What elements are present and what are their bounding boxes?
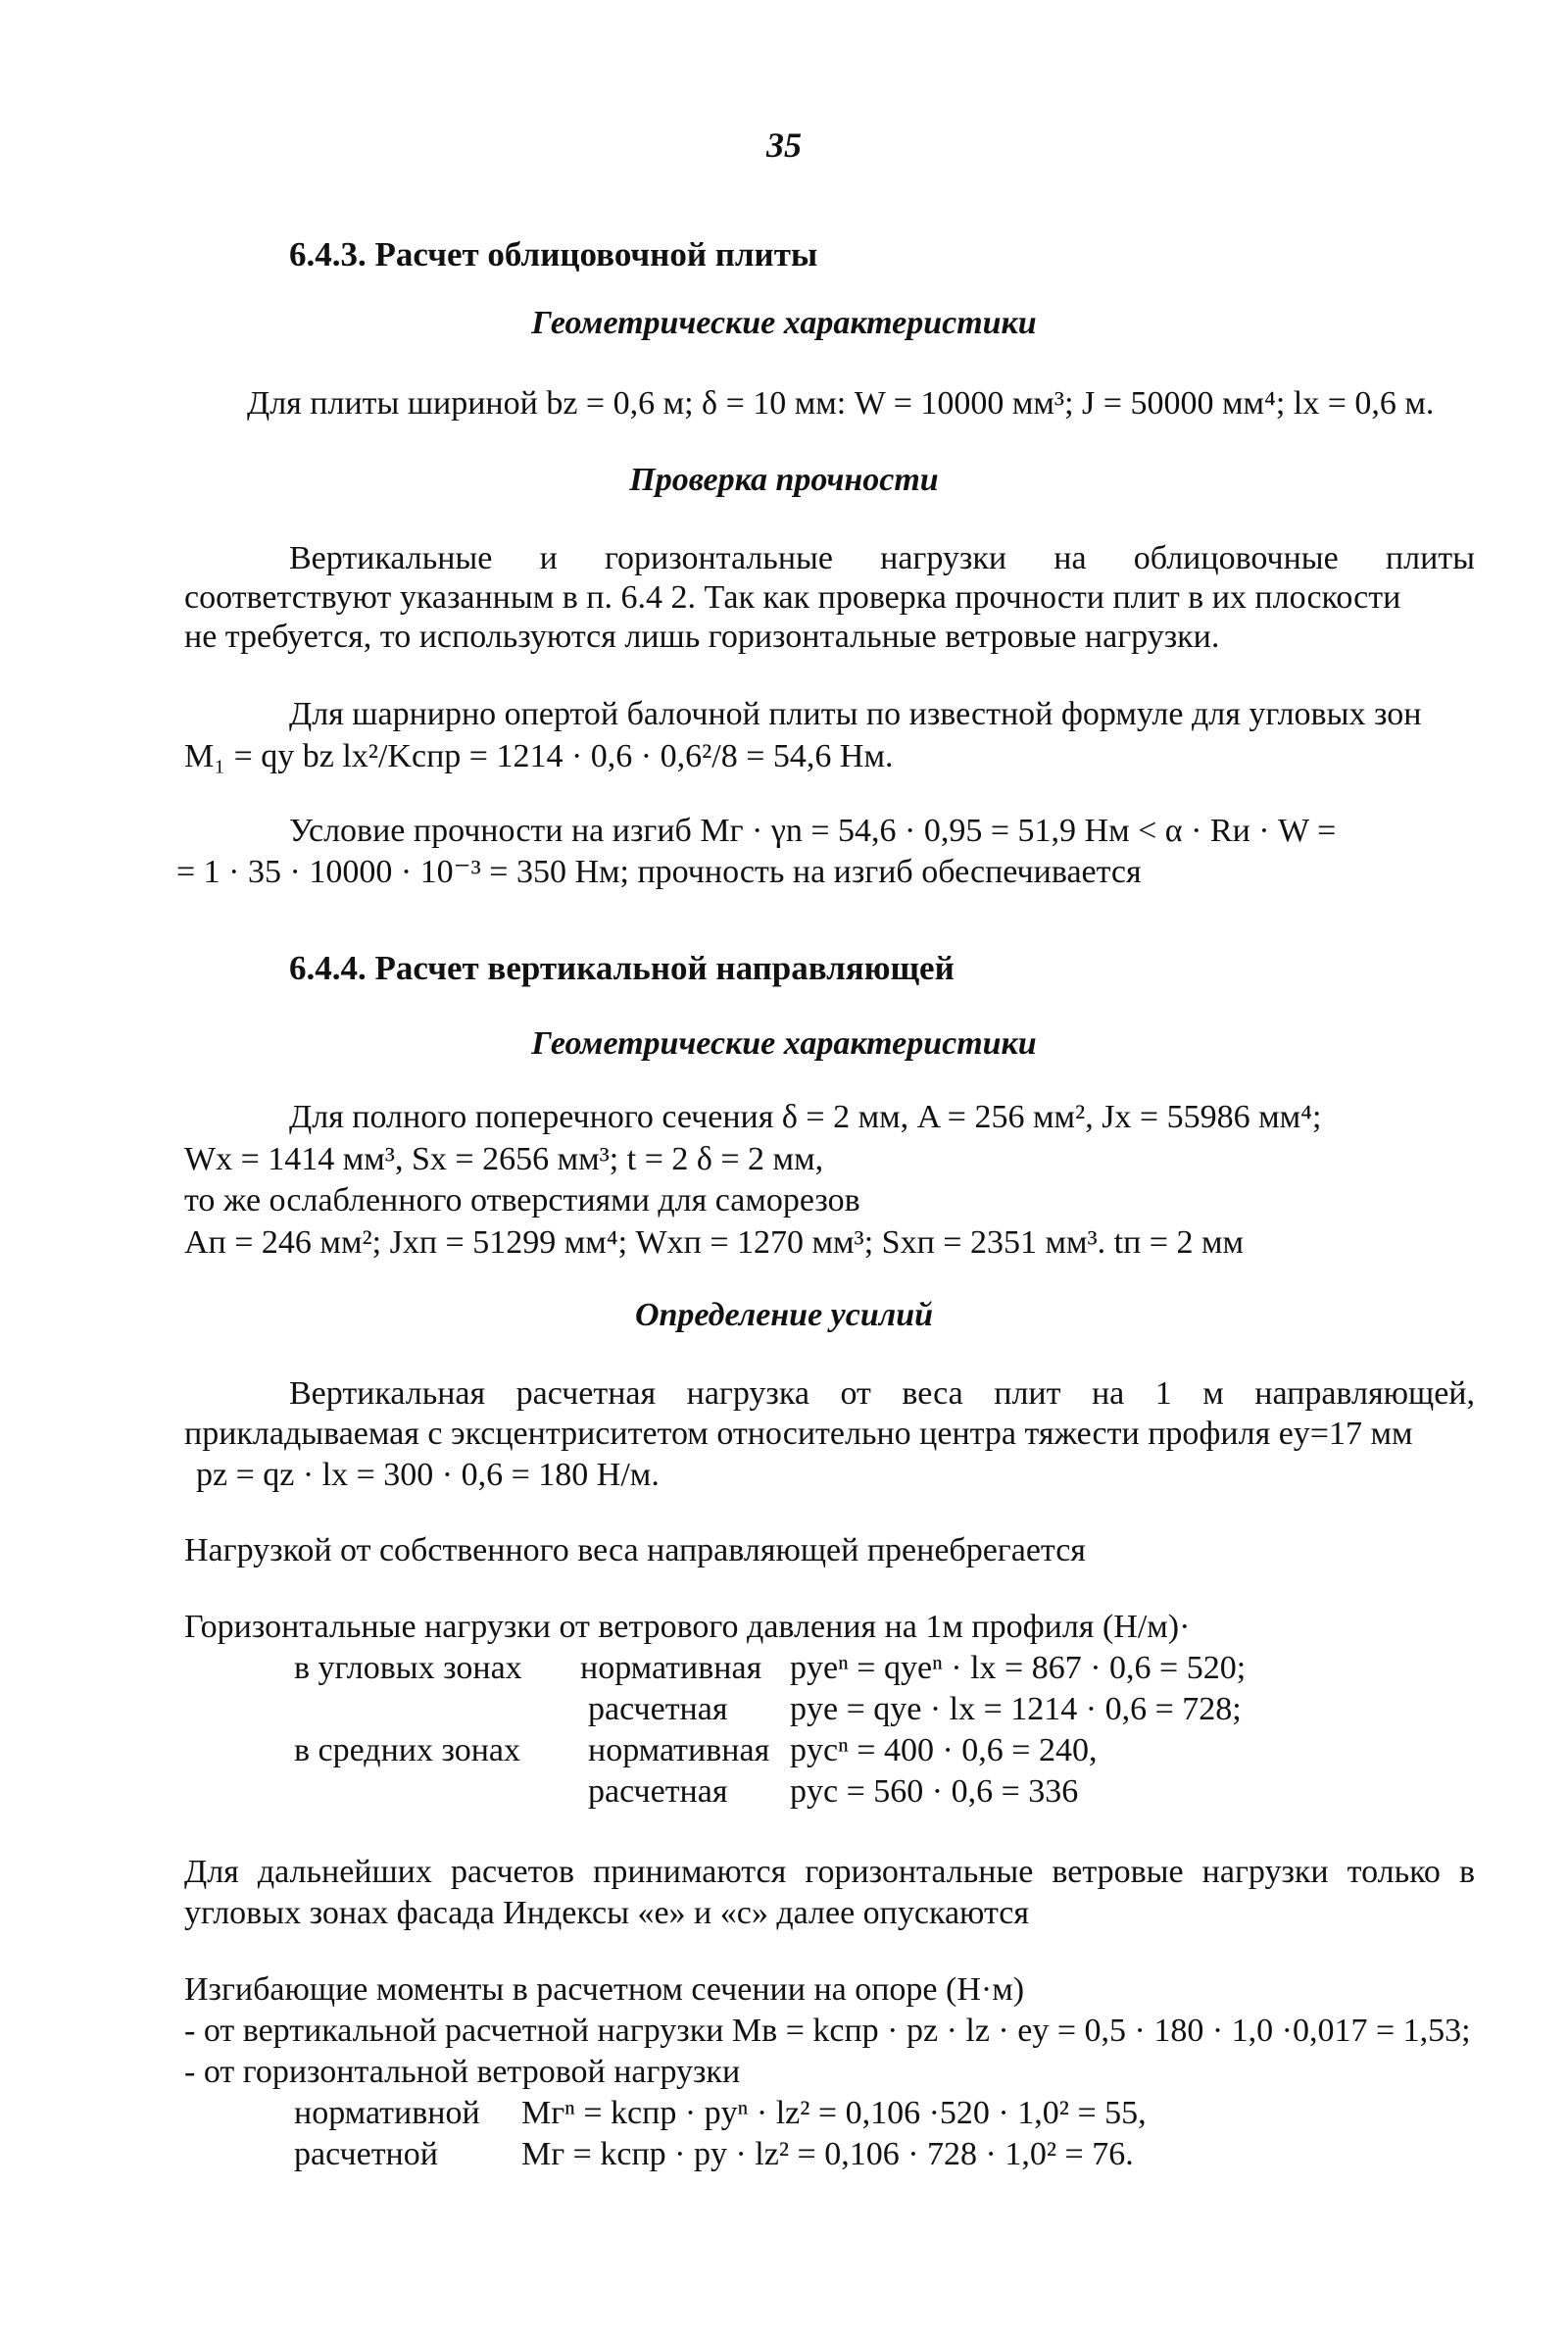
section-heading-6-4-4: 6.4.4. Расчет вертикальной направляющей [289, 949, 955, 987]
wind-load-type: расчетная [588, 1773, 728, 1810]
subheading-geometric-characteristics: Геометрические характеристики [531, 1025, 1037, 1062]
moment-label: нормативной [294, 2095, 480, 2131]
subheading-strength-check: Проверка прочности [629, 462, 939, 498]
subheading-forces: Определение усилий [634, 1297, 934, 1333]
paragraph-line: не требуется, то используются лишь горизонтальные ветровые нагрузки. [184, 619, 1220, 655]
wind-load-formula: pye = qye · lx = 1214 · 0,6 = 728; [790, 1691, 1242, 1727]
wind-load-type: нормативная [580, 1650, 762, 1686]
moment-label: расчетной [294, 2136, 438, 2172]
wind-load-formula: pyc = 560 · 0,6 = 336 [790, 1773, 1079, 1810]
wind-load-type: расчетная [588, 1691, 728, 1727]
page-number: 35 [766, 125, 802, 165]
moment-formula: Mгⁿ = kспр · pyⁿ · lz² = 0,106 ·520 · 1,0² = 55, [521, 2095, 1147, 2131]
section-geometry-line: Wx = 1414 мм³, Sx = 2656 мм³; t = 2 δ = 2 мм, [184, 1141, 824, 1177]
wind-zone-label: в средних зонах [294, 1732, 520, 1768]
moment-formula: Mг = kспр · py · lz² = 0,106 · 728 · 1,0² = 76. [521, 2136, 1134, 2172]
paragraph-line: Вертикальная расчетная нагрузка от веса плит на 1 м направляющей, [289, 1375, 1475, 1412]
wind-load-type: нормативная [588, 1732, 770, 1768]
paragraph-line: Для дальнейших расчетов принимаются горизонтальные ветровые нагрузки только в [184, 1854, 1475, 1890]
paragraph-line: прикладываемая с эксцентриситетом относительно центра тяжести профиля ey=17 мм [184, 1416, 1413, 1452]
paragraph-line: угловых зонах фасада Индексы «е» и «с» далее опускаются [184, 1895, 1030, 1931]
section-geometry-line: Aп = 246 мм²; Jxп = 51299 мм⁴; Wxп = 1270 мм³; Sxп = 2351 мм³. tп = 2 мм [184, 1224, 1245, 1261]
plate-geometry-line: Для плиты шириной bz = 0,6 м; δ = 10 мм: W = 10000 мм³; J = 50000 мм⁴; lx = 0,6 м. [247, 385, 1435, 422]
wind-load-formula: pycⁿ = 400 · 0,6 = 240, [790, 1732, 1098, 1768]
wind-load-formula: pyeⁿ = qyeⁿ · lx = 867 · 0,6 = 520; [790, 1650, 1247, 1686]
paragraph-line: Для шарнирно опертой балочной плиты по известной формуле для угловых зон [289, 696, 1422, 732]
paragraph-line: соответствуют указанным в п. 6.4 2. Так как проверка прочности плит в их плоскости [184, 579, 1401, 616]
paragraph-line: Нагрузкой от собственного веса направляющей пренебрегается [184, 1532, 1086, 1568]
strength-condition-line: = 1 · 35 · 10000 · 10⁻³ = 350 Нм; прочность на изгиб обеспечивается [176, 854, 1142, 890]
section-geometry-line: Для полного поперечного сечения δ = 2 мм, A = 256 мм², Jx = 55986 мм⁴; [289, 1099, 1322, 1135]
moments-title: Изгибающие моменты в расчетном сечении на опоре (Н·м) [184, 1971, 1025, 2008]
wind-zone-label: в угловых зонах [294, 1650, 522, 1686]
section-heading-6-4-3: 6.4.3. Расчет облицовочной плиты [289, 235, 818, 274]
moment-vertical-line: - от вертикальной расчетной нагрузки Mв = kспр · pz · lz · ey = 0,5 · 180 · 1,0 ·0,017 = 1,53; [184, 2013, 1471, 2049]
paragraph-line: Вертикальные и горизонтальные нагрузки на облицовочные плиты [289, 540, 1475, 576]
moment-horizontal-line: - от горизонтальной ветровой нагрузки [184, 2054, 741, 2090]
wind-loads-title: Горизонтальные нагрузки от ветрового давления на 1м профиля (Н/м)· [184, 1609, 1191, 1645]
formula-vertical-load: pz = qz · lx = 300 · 0,6 = 180 Н/м. [196, 1457, 660, 1493]
section-geometry-line: то же ослабленного отверстиями для саморезов [184, 1182, 860, 1219]
formula-moment: M₁ = qy bz lx²/Kспр = 1214 · 0,6 · 0,6²/8 = 54,6 Нм. [184, 738, 894, 774]
strength-condition-line: Условие прочности на изгиб Mг · γn = 54,6 · 0,95 = 51,9 Нм < α · Rи · W = [289, 813, 1337, 849]
subheading-geometric-characteristics: Геометрические характеристики [531, 305, 1037, 341]
